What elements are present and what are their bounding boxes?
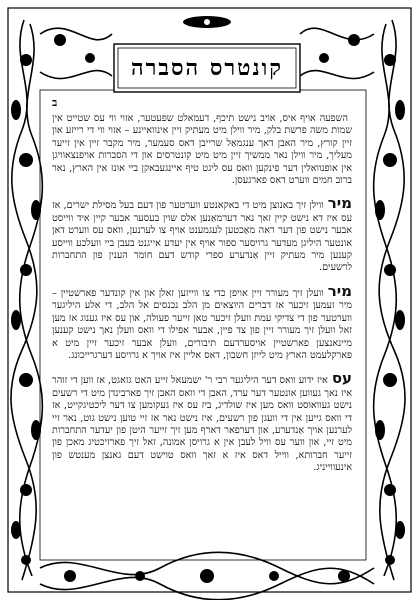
paragraph (52, 369, 352, 474)
paragraph-text: איז ידוע וואס דער היליגער רבי ר' ישמעאל זייע האט גזאגט, אז ווען די זוהר איז נאך געווען אונטער דער ערד, האבן די וואס האבן זיך פארבינדן מיט די רשעים נישט געוואוסט וואס מען איז שולדיג, ביז עס איז געקומען צו דער ליכטיגקייט, אז די וואס גייען אין די וועגן פון רשעים, איז נישט נאר אז זיי טוען נישט גוט, נאר זיי לערנען אויך אַנדערע, און דערפאר דארף מען זיך זייער היטן פון יעדער התחברות מיט זיי, און ווער עס וויל לעבן אין א גרויסן אמונה, זאל זיך פארזיכטיג מאכן פון זייער חברותא, ווייל דאס איז א זאך וואס טוישט דעם גאנצן מענטש פון אינעווייניג. (52, 375, 352, 474)
lead-word: עס (331, 369, 352, 388)
paragraph (52, 194, 352, 274)
paragraph (52, 110, 352, 187)
page-number: ב (52, 96, 58, 109)
body-text (52, 110, 352, 485)
right-leaf-ornaments (375, 54, 405, 565)
page-title-box (118, 48, 296, 88)
lead-word: מיר (327, 281, 352, 300)
left-leaf-ornaments (11, 54, 41, 565)
paragraph-text: השפעה אויף איס, אויב נישט תיכף, דעמאלט שפעטער, אזוי ווי עס שטייט אין שמות משה פרשת בלק, מיר ווילן מיט מעתיק זיין אינוואיינע – אזוי ווי די רייזע און זיין קורץ, מיר האבן דאך ענגמאַל שרייבן דאס סעמער, מיר מקבר זיין אין זייער מעליך, מיר ווילן נאר ממשיך זיין מיט מיט קונטרסים און די הסברות אויפנצאוויגן אין אופנוואלין דער פינקען וואס עס ליגט טיף איינגעבאקן ביי אונז אין הארץ, נאר ברוב חמים ווערט דאס פארגעסן. (52, 113, 352, 187)
paragraph-text: ווילן זיך באנוצן מיט די באקאנטע ווערטער פון דעם בעל מסילת ישרים, אז עס איז דא נישט קיין זאך נאר דערמאַנען אלס שוין בעסער אבער קיין איד ווייסט אבער נישט פון דער ראה מאַכטען לעגמענט אויף צו לערנען, וואס עס ווערט דאן אונטער היליגן מעדער גרויסער ספור אויף אין יעדע אייגנט בעבן ביי וועלכע ווייסע קענען מיר מעתיק זיין אַנדערע ספרי קודש דעם חומר הענין פון התחברות לרשעים. (52, 200, 352, 274)
lead-word: מיר (327, 194, 352, 213)
paragraph (52, 281, 352, 362)
paragraph-text: וועלן זיך מעורר זיין אויפן כדי צו ווייזען זאלן און אין קונדער פארשטיין – מיר זעמען זיכער אז דברים היוצאים מן הלב נכנסים אל הלב, די אלע היליגער ווערטער פון די צדיקי עמת וועלן זיכער טאן זייער פעולה, און עס איז גענוג אז מען זאל וועלן זיך מעורר זיין פון צד פיין, אבער אפילו די וואס וועלן נאך נישט קענען מיינאנצען פארשטיין אויסערדעם תיבורים, וועלן אבער זיכער זיין מיט א פארקלעמט הארץ מיט לייזן חשבון, דאס אליין איז אויך א גרויסע דערגרייכונג. (52, 287, 352, 361)
page-title: קונטרס הסברה (130, 55, 284, 81)
